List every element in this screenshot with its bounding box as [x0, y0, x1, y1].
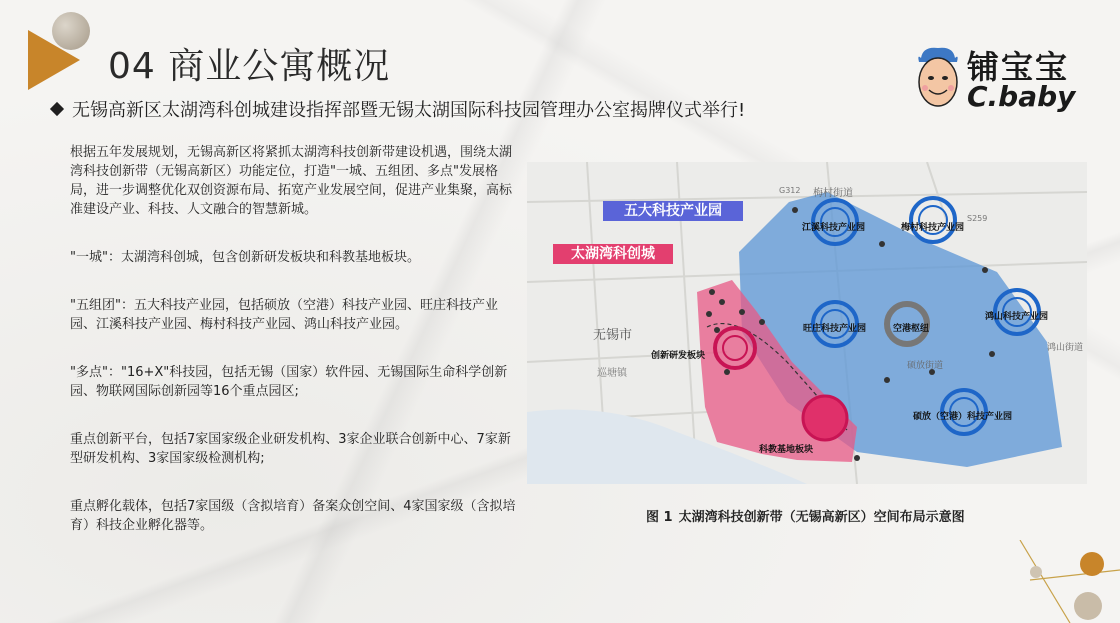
- paragraph-innovation-platforms: 重点创新平台，包括7家国家级企业研发机构、3家企业联合创新中心、7家新型研发机构、3家国家级检测机构;: [70, 432, 511, 466]
- paragraph-multi-points: "多点"："16+X"科技园，包括无锡（国家）软件园、无锡国际生命科学创新园、物联网国际创新园等16个重点园区;: [70, 365, 508, 399]
- mascot-face-icon: [915, 44, 961, 110]
- park-label-meicun: 梅村科技产业园: [901, 223, 965, 233]
- park-label-wangzhuang: 旺庄科技产业园: [803, 324, 867, 334]
- decorative-corner: [1000, 540, 1120, 623]
- paragraph-plan: 根据五年发展规划，无锡高新区将紧抓太湖湾科技创新带建设机遇，围绕太湖湾科技创新带（无锡高新区）功能定位，打造"一城、五组团、多点"发展格局，进一步调整优化双创资源布局、拓宽产业发展空间，促进产业集聚，高标准建设产业、科技、人文融合的智慧新城。: [70, 145, 513, 217]
- place-label-meicun: 梅村街道: [813, 188, 853, 199]
- figure-number: 图 1: [646, 510, 673, 525]
- decorative-triangle: [28, 30, 80, 90]
- figure-caption: [646, 506, 965, 525]
- brand-logo: [915, 40, 1085, 115]
- body-text: [70, 143, 520, 564]
- paragraph-one-city: "一城"：太湖湾科创城，包含创新研发板块和科教基地板块。: [70, 250, 420, 265]
- park-label-jiangxi: 江溪科技产业园: [802, 223, 866, 233]
- park-label-hongshan: 鸿山科技产业园: [985, 312, 1049, 322]
- place-label-shuofang: 硕放街道: [907, 361, 944, 371]
- page-title: 04 商业公寓概况: [108, 46, 391, 87]
- zone-label-education: 科教基地板块: [759, 445, 814, 455]
- place-label-xuntang: 巡塘镇: [597, 368, 627, 379]
- layout-map: [527, 162, 1087, 484]
- headline-text: 无锡高新区太湖湾科创城建设指挥部暨无锡太湖国际科技园管理办公室揭牌仪式举行!: [72, 100, 746, 121]
- place-label-hongshan: 鸿山街道: [1047, 343, 1084, 353]
- place-label-s259: S259: [967, 214, 988, 223]
- five-parks-label: 五大科技产业园: [603, 201, 743, 221]
- place-label-wuxi: 无锡市: [593, 328, 633, 343]
- diamond-bullet-icon: [50, 102, 64, 116]
- paragraph-incubators: 重点孵化载体，包括7家国级（含拟培育）备案众创空间、4家国家级（含拟培育）科技企业孵化器等。: [70, 499, 516, 533]
- figure-caption-text: 太湖湾科技创新带（无锡高新区）空间布局示意图: [678, 510, 965, 525]
- headline: [52, 96, 745, 122]
- logo-brand-text: 铺宝宝: [967, 48, 1070, 86]
- park-label-shuofang: 硕放（空港）科技产业园: [913, 412, 1013, 422]
- zone-label-rd: 创新研发板块: [651, 351, 706, 361]
- science-city-label: 太湖湾科创城: [553, 244, 673, 264]
- place-label-g312: G312: [779, 186, 801, 195]
- logo-latin-text: C.baby: [967, 80, 1076, 113]
- hub-label: 空港枢纽: [893, 324, 930, 334]
- paragraph-five-groups: "五组团"：五大科技产业园，包括硕放（空港）科技产业园、旺庄科技产业园、江溪科技产业园、梅村科技产业园、鸿山科技产业园。: [70, 298, 498, 332]
